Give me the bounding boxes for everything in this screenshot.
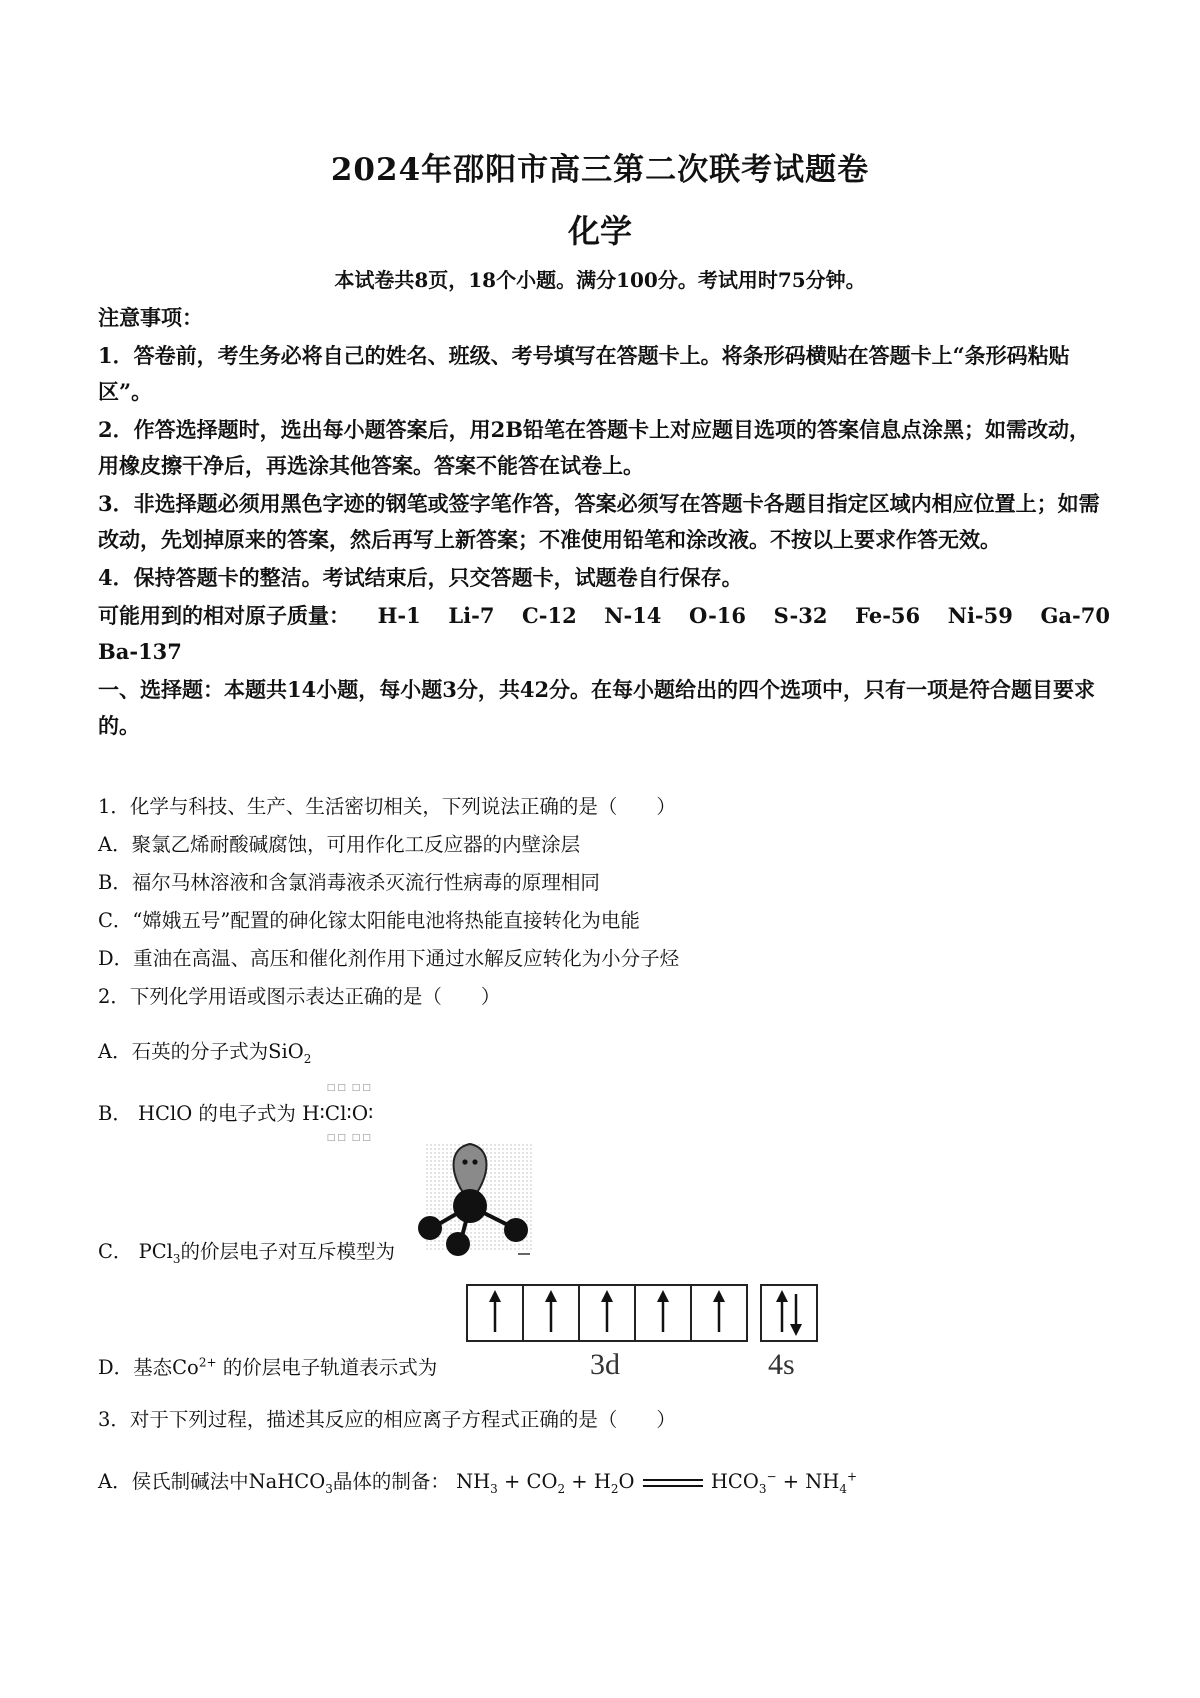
q2-stem: 2．下列化学用语或图示表达正确的是（ ）	[98, 985, 501, 1008]
ef-colon-2: ∶	[346, 1101, 352, 1125]
q3-a-compound-sub: 3	[325, 1481, 333, 1496]
up-arrow-icon	[524, 1286, 578, 1340]
question-1	[98, 788, 1110, 1016]
q2-option-d	[98, 1352, 437, 1380]
eq-plus-2: +	[571, 1470, 588, 1493]
q3-stem: 3．对于下列过程，描述其反应的相应离子方程式正确的是（ ）	[98, 1408, 676, 1431]
q1-stem: 1．化学与科技、生产、生活密切相关，下列说法正确的是（ ）	[98, 795, 676, 818]
q2-c-text: 的价层电子对互斥模型为	[180, 1240, 396, 1263]
q3-a-equation	[456, 1469, 858, 1496]
subject-title: 化学	[567, 212, 632, 250]
q1-option-d: D．重油在高温、高压和催化剂作用下通过水解反应转化为小分子烃	[98, 947, 680, 970]
ef-cl-group	[324, 1083, 348, 1143]
q3-a-compound	[248, 1470, 333, 1496]
q2-d-text-2: 的价层电子轨道表示式为	[222, 1356, 438, 1379]
mass-o: O-16	[689, 603, 747, 628]
equal-double-line-icon	[641, 1477, 705, 1489]
orbital-4s-box	[760, 1284, 818, 1342]
q3-option-a	[98, 1466, 857, 1496]
up-arrow-icon	[692, 1286, 746, 1340]
notice-item-3: 3．非选择题必须用黑色字迹的钢笔或签字笔作答，答案必须写在答题卡各题目指定区域内相应位置上；如需改动，先划掉原来的答案，然后再写上新答案；不准使用铅笔和涂改液。不按以上要求作答无效。	[98, 491, 1100, 552]
eq-h2o-sub: 2	[610, 1481, 619, 1496]
section1-heading: 一、选择题：本题共14小题，每小题3分，共42分。在每小题给出的四个选项中，只有一项是符合题目要求的。	[98, 677, 1096, 738]
up-arrow-icon	[468, 1286, 522, 1340]
mass-ba: Ba-137	[98, 639, 182, 664]
notice-item-2: 2．作答选择题时，选出每小题答案后，用2B铅笔在答题卡上对应题目选项的答案信息点涂黑；如需改动，用橡皮擦干净后，再选涂其他答案。答案不能答在试卷上。	[98, 417, 1090, 478]
orbital-3d-boxes	[466, 1284, 748, 1342]
q2-d-ion	[172, 1356, 216, 1379]
q2-option-a	[98, 1036, 311, 1066]
eq-h2o-o: O	[618, 1470, 635, 1493]
up-down-arrows-icon	[762, 1286, 816, 1340]
q2-a-formula-sub: 2	[303, 1051, 312, 1066]
q2-a-text: A．石英的分子式为	[98, 1040, 269, 1063]
q2-a-formula-main: SiO	[268, 1040, 304, 1063]
eq-h2o-h: H	[593, 1470, 611, 1493]
orbital-3d-box-5	[692, 1286, 746, 1340]
q2-d-ion-main: Co	[172, 1356, 199, 1379]
orbital-4s-box-1	[762, 1286, 816, 1340]
notice-item-1: 1．答卷前，考生务必将自己的姓名、班级、考号填写在答题卡上。将条形码横贴在答题卡上“条形码粘贴区”。	[98, 343, 1070, 404]
q3-a-compound-main: NaHCO	[248, 1470, 326, 1493]
up-arrow-icon	[580, 1286, 634, 1340]
atomic-masses-row	[98, 598, 1110, 634]
exam-title: 2024年邵阳市高三第二次联考试题卷	[330, 152, 870, 188]
q3-a-text-2: 晶体的制备：	[332, 1470, 450, 1493]
ef-o-group	[351, 1083, 373, 1143]
q2-a-formula	[268, 1040, 312, 1066]
q2-c-formula	[138, 1240, 181, 1266]
q2-option-b	[98, 1083, 374, 1143]
ef-cl: Cl	[324, 1101, 347, 1125]
notice-block	[98, 300, 1110, 744]
eq-nh4-sup: +	[847, 1469, 858, 1484]
eq-hco3: HCO	[710, 1470, 759, 1493]
mass-n: N-14	[604, 603, 662, 628]
q2-d-text: D．基态	[98, 1356, 173, 1379]
mass-h: H-1	[377, 603, 421, 628]
eq-nh3: NH	[456, 1470, 491, 1493]
q2-option-c	[98, 1236, 395, 1266]
ef-o-bottom-dots: □□	[351, 1133, 373, 1143]
ef-o: O	[351, 1101, 369, 1125]
q2-c-label: C．	[98, 1240, 133, 1263]
q2-c-formula-main: PCl	[138, 1240, 173, 1263]
notice-item-4: 4．保持答题卡的整洁。考试结束后，只交答题卡，试题卷自行保存。	[98, 565, 743, 590]
eq-hco3-sub: 3	[758, 1481, 767, 1496]
orbital-3d-box-4	[636, 1286, 692, 1340]
exam-info: 本试卷共8页，18个小题。满分100分。考试用时75分钟。	[334, 268, 866, 292]
ef-h: H	[302, 1101, 320, 1125]
orbital-3d-box-3	[580, 1286, 636, 1340]
eq-co2-sub: 2	[557, 1481, 566, 1496]
q2-d-ion-sup: 2+	[198, 1355, 217, 1370]
q2-b-text: HClO 的电子式为	[138, 1102, 296, 1125]
q1-option-a: A．聚氯乙烯耐酸碱腐蚀，可用作化工反应器的内壁涂层	[98, 833, 581, 856]
orbital-3d-box-1	[468, 1286, 524, 1340]
mass-c: C-12	[522, 603, 577, 628]
orbital-3d-box-2	[524, 1286, 580, 1340]
ef-cl-top-dots: □□	[326, 1083, 348, 1093]
ef-o-top-dots: □□	[351, 1083, 373, 1093]
eq-nh4: NH	[805, 1470, 840, 1493]
pcl3-vsepr-model-image	[418, 1140, 538, 1258]
mass-li: Li-7	[448, 603, 495, 628]
notice-heading: 注意事项：	[98, 305, 203, 330]
orbital-4s-label: 4s	[768, 1348, 795, 1381]
eq-plus-1: +	[503, 1470, 521, 1493]
q1-option-c: C．“嫦娥五号”配置的砷化镓太阳能电池将热能直接转化为电能	[98, 909, 640, 932]
eq-nh3-sub: 3	[490, 1481, 498, 1496]
ef-colon-3: ∶	[368, 1101, 374, 1125]
eq-plus-3: +	[782, 1470, 800, 1493]
atomic-masses-label: 可能用到的相对原子质量：	[98, 603, 350, 628]
ef-cl-bottom-dots: □□	[326, 1133, 348, 1143]
q2-b-label: B．	[98, 1102, 132, 1125]
eq-co2: CO	[526, 1470, 558, 1493]
up-arrow-icon	[636, 1286, 690, 1340]
mass-s: S-32	[773, 603, 828, 628]
mass-fe: Fe-56	[855, 603, 921, 628]
eq-hco3-sup: −	[766, 1469, 777, 1484]
mass-ni: Ni-59	[947, 603, 1013, 628]
q2-c-formula-sub: 3	[172, 1251, 181, 1266]
eq-nh4-sub: 4	[839, 1481, 847, 1496]
ef-colon-1: ∶	[319, 1101, 325, 1125]
hclo-electron-formula	[302, 1083, 374, 1143]
q1-option-b: B．福尔马林溶液和含氯消毒液杀灭流行性病毒的原理相同	[98, 871, 600, 894]
mass-ga: Ga-70	[1040, 603, 1110, 628]
orbital-3d-label: 3d	[590, 1348, 620, 1381]
q3-a-text: A．侯氏制碱法中	[98, 1470, 249, 1493]
